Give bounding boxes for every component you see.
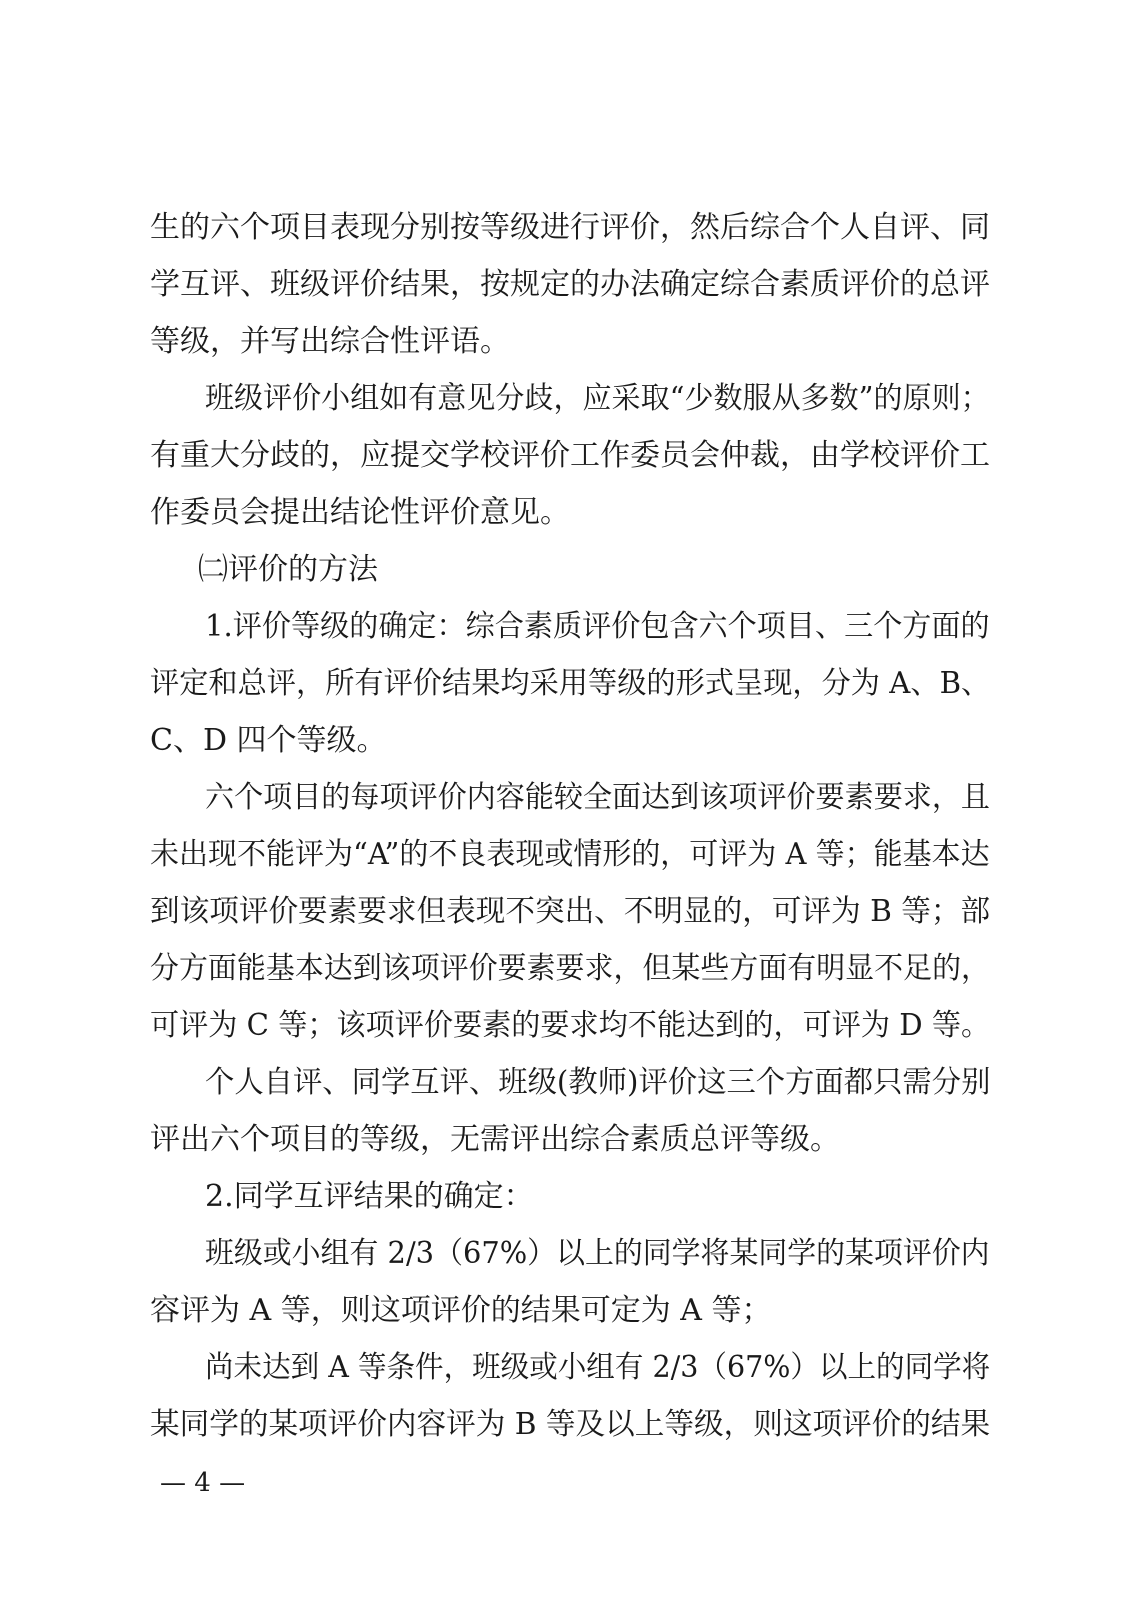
text-line: 1.评价等级的确定：综合素质评价包含六个项目、三个方面的 xyxy=(205,609,990,644)
text-line: 容评为 A 等，则这项评价的结果可定为 A 等； xyxy=(150,1293,772,1328)
text-line: 生的六个项目表现分别按等级进行评价，然后综合个人自评、同 xyxy=(150,210,990,245)
text-line: 到该项评价要素要求但表现不突出、不明显的，可评为 B 等；部 xyxy=(150,894,991,929)
section-heading: ㈡评价的方法 xyxy=(198,552,378,587)
text-line: 有重大分歧的，应提交学校评价工作委员会仲裁，由学校评价工 xyxy=(150,438,990,473)
text-line: 分方面能基本达到该项评价要素要求，但某些方面有明显不足的， xyxy=(150,951,990,986)
text-line: 可评为 C 等；该项评价要素的要求均不能达到的，可评为 D 等。 xyxy=(150,1008,991,1043)
text-line: 评出六个项目的等级，无需评出综合素质总评等级。 xyxy=(150,1122,840,1157)
text-line: 某同学的某项评价内容评为 B 等及以上等级，则这项评价的结果 xyxy=(150,1407,991,1442)
text-line: 班级或小组有 2/3（67%）以上的同学将某同学的某项评价内 xyxy=(205,1236,990,1271)
text-line: C、D 四个等级。 xyxy=(150,723,387,758)
text-line: 等级，并写出综合性评语。 xyxy=(150,324,510,359)
text-line: 个人自评、同学互评、班级(教师)评价这三个方面都只需分别 xyxy=(205,1065,991,1100)
text-line: 班级评价小组如有意见分歧，应采取“少数服从多数”的原则； xyxy=(205,381,990,416)
text-line: 六个项目的每项评价内容能较全面达到该项评价要素要求，且 xyxy=(205,780,990,815)
text-line: 评定和总评，所有评价结果均采用等级的形式呈现，分为 A、B、 xyxy=(150,666,991,701)
text-line: 2.同学互评结果的确定： xyxy=(205,1179,534,1214)
text-line: 学互评、班级评价结果，按规定的办法确定综合素质评价的总评 xyxy=(150,267,990,302)
text-line: 尚未达到 A 等条件，班级或小组有 2/3（67%）以上的同学将 xyxy=(205,1350,991,1385)
page-number: — 4 — xyxy=(160,1468,246,1498)
text-line: 作委员会提出结论性评价意见。 xyxy=(150,495,570,530)
text-line: 未出现不能评为“A”的不良表现或情形的，可评为 A 等；能基本达 xyxy=(150,837,990,872)
